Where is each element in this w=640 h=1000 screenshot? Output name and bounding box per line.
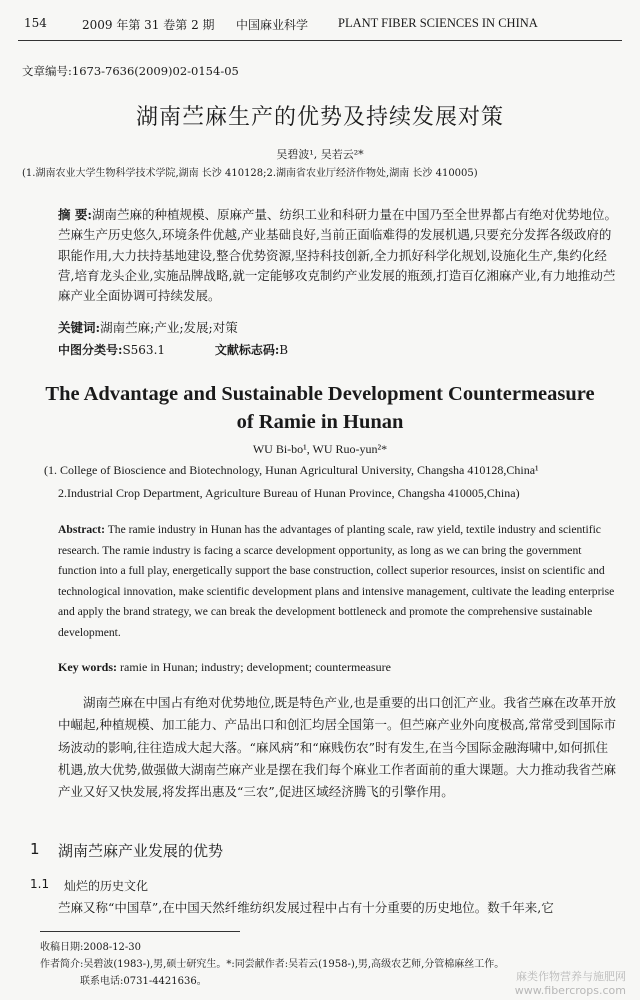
intro-paragraph: 湖南苎麻在中国占有绝对优势地位,既是特色产业,也是重要的出口创汇产业。我省苎麻在改革开放中崛起,种植规模、加工能力、产品出口和创汇均居全国第一。但苎麻产业外向度极高,常常受到国际市场波动的影响,往往造成大起大落。“麻风病”和“麻贱伤农”时有发生,在当今国际金融海啸中,如何抓住机遇,放大优势,做强做大湖南苎麻产业是摆在我们每个麻业工作者面前的重大课题。大力推动我省苎麻产业又好又快发展,将发挥出惠及“三农”,促进区域经济腾飞的引擎作用。 xyxy=(58,695,616,800)
authors-cn: 吴碧波¹, 吴若云²* xyxy=(276,148,364,161)
keywords-cn-label: 关键词: xyxy=(58,320,101,335)
footnote-phone: 联系电话:0731-4421636。 xyxy=(80,976,207,987)
affiliation-cn: (1.湖南农业大学生物科学技术学院,湖南 长沙 410128;2.湖南省农业厅经济作物处,湖南 长沙 410005) xyxy=(22,168,478,179)
footnote-received: 收稿日期:2008-12-30 xyxy=(40,942,142,953)
subsection-1-1-number: 1.1 xyxy=(30,877,50,891)
section-1-title: 湖南苎麻产业发展的优势 xyxy=(58,842,224,860)
footnote-rule xyxy=(40,931,240,932)
title-cn: 湖南苎麻生产的优势及持续发展对策 xyxy=(135,105,504,130)
subsection-paragraph: 苎麻又称“中国草”,在中国天然纤维纺织发展过程中占有十分重要的历史地位。数千年来,它 xyxy=(58,900,554,915)
clc-label: 中图分类号: xyxy=(58,343,123,357)
affiliation-en-2: 2.Industrial Crop Department, Agriculture Bureau of Hunan Province, Changsha 410005,China) xyxy=(58,486,520,500)
footnote-author-bio: 作者简介:吴碧波(1983-),男,硕士研究生。*:同尝献作者:吴若云(1958-),男,高级农艺师,分管棉麻丝工作。 xyxy=(40,959,505,970)
abstract-en xyxy=(58,520,620,643)
journal-name-en: PLANT FIBER SCIENCES IN CHINA xyxy=(338,16,538,30)
affiliation-en-1: (1. College of Bioscience and Biotechnology, Hunan Agricultural University, Changsha 410128,China¹ xyxy=(44,463,539,477)
header-rule xyxy=(18,40,622,41)
keywords-en xyxy=(58,660,391,675)
doc-code-label: 文献标志码: xyxy=(214,343,280,357)
watermark-cn: 麻类作物营养与施肥网 xyxy=(516,970,626,983)
issue-info: 2009 年第 31 卷第 2 期 xyxy=(82,18,215,32)
subsection-1-1-title: 灿烂的历史文化 xyxy=(64,879,149,893)
article-number: 文章编号:1673-7636(2009)02-0154-05 xyxy=(22,64,239,78)
doc-code-value: B xyxy=(279,343,289,357)
abstract-en-label: Abstract: xyxy=(58,523,106,536)
watermark-url: www.fibercrops.com xyxy=(514,984,626,997)
keywords-en-label: Key words: xyxy=(58,660,117,674)
abstract-en-text: The ramie industry in Hunan has the advantages of planting scale, raw yield, textile industry and scientific research. The ramie industry is facing a scarce development opportunity, as long as we can bring the government function into a full play, energetically support the base construction, collect superior resources, insist on scientific and technological innovation, make scientific development plans and intensive management, cultivate the leading enterprise and apply the brand strategy, we can break the development bottleneck and promote the comprehensive sustainable development. xyxy=(58,523,615,639)
keywords-cn-text: 湖南苎麻;产业;发展;对策 xyxy=(100,320,238,335)
journal-name-cn: 中国麻业科学 xyxy=(236,18,309,32)
title-en-line1: The Advantage and Sustainable Development Countermeasure xyxy=(45,383,595,405)
page-number: 154 xyxy=(24,16,47,30)
title-en-line2: of Ramie in Hunan xyxy=(236,411,404,433)
abstract-cn xyxy=(58,205,620,306)
abstract-cn-text: 湖南苎麻的种植规模、原麻产量、纺织工业和科研力量在中国乃至全世界都占有绝对优势地位。苎麻生产历史悠久,环境条件优越,产业基础良好,当前正面临难得的发展机遇,只要充分发挥各级政府的职能作用,大力扶持基地建设,整合优势资源,坚持科技创新,全力抓好科学化规划,设施化生产,集约化经营,培育龙头企业,实施品牌战略,就一定能够攻克制约产业发展的瓶颈,打造百亿湘麻产业,有力地推动苎麻产业全面协调可持续发展。 xyxy=(58,207,617,304)
classification xyxy=(58,341,288,358)
abstract-cn-label: 摘 要: xyxy=(58,207,92,222)
section-1-number: 1 xyxy=(30,840,40,858)
keywords-cn xyxy=(58,318,238,336)
keywords-en-text: ramie in Hunan; industry; development; countermeasure xyxy=(120,660,391,674)
clc-value: S563.1 xyxy=(122,343,166,357)
authors-en: WU Bi-bo¹, WU Ruo-yun²* xyxy=(252,442,388,456)
